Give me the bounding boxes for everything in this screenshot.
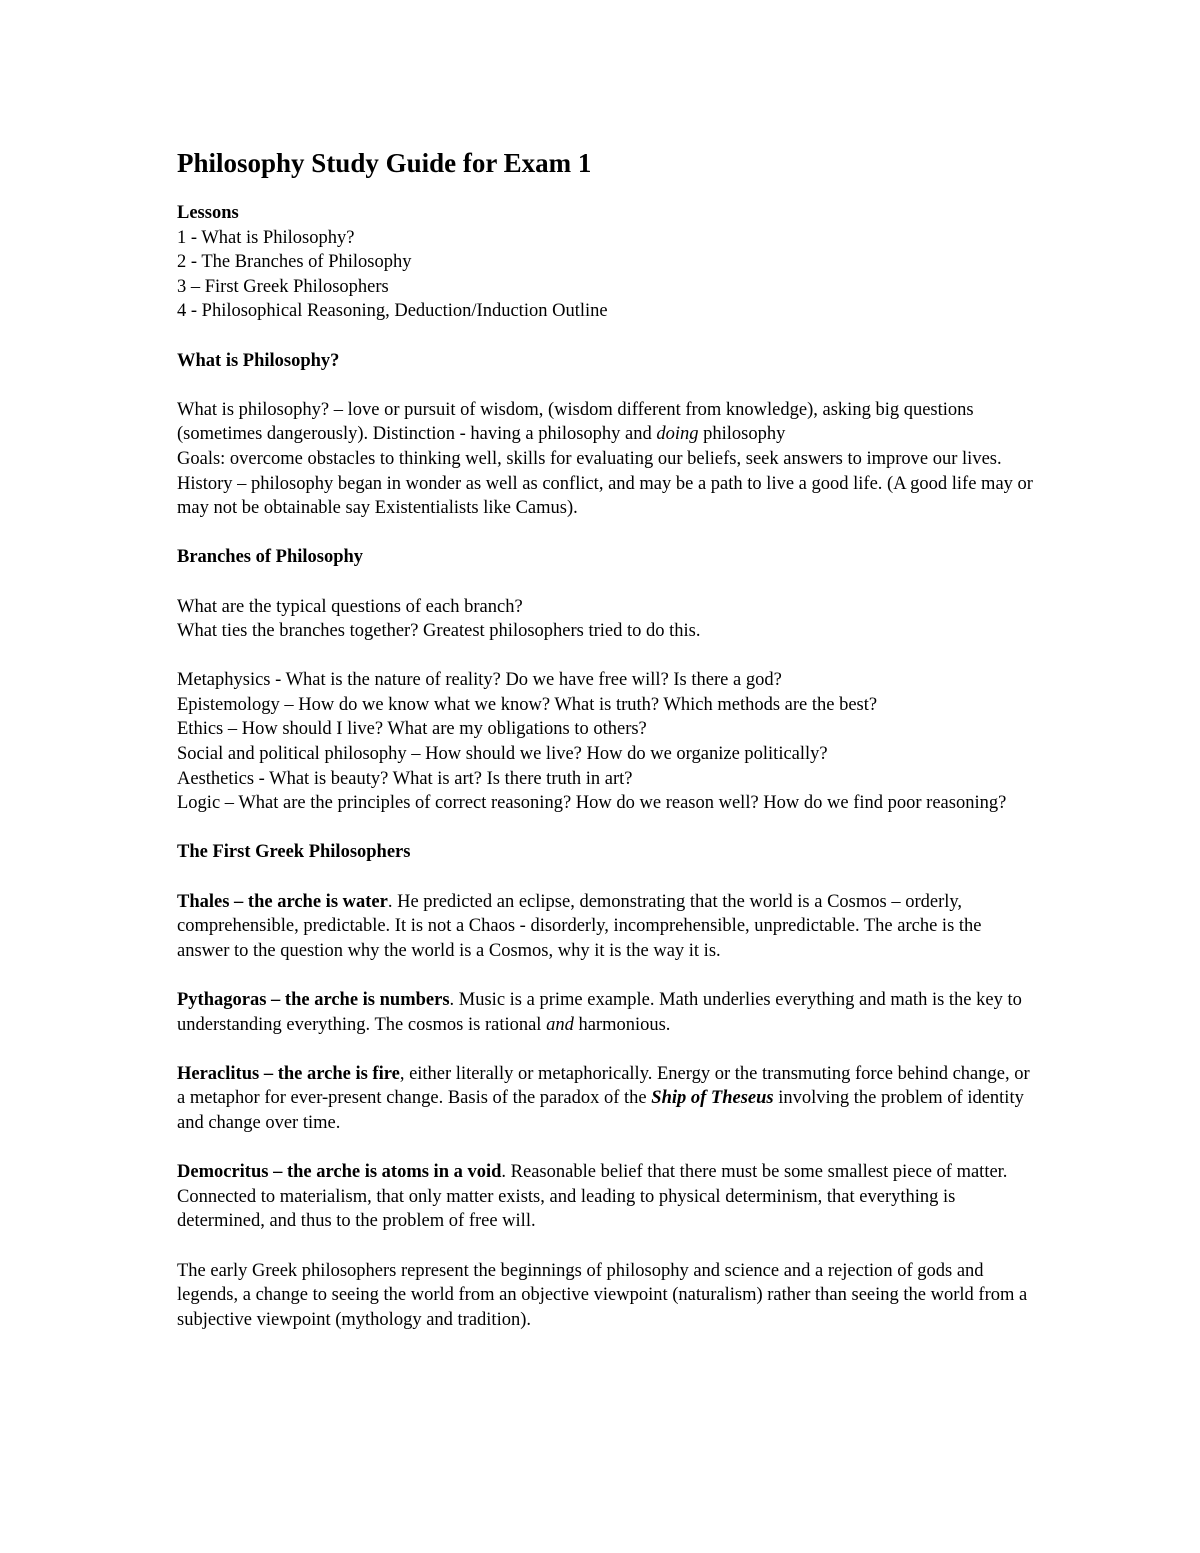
lesson-item: 4 - Philosophical Reasoning, Deduction/Induction Outline xyxy=(177,301,608,322)
paragraph-text: , either literally or metaphorically. Energy or the transmuting force behind change, or a metaphor for ever-present change. Basis of the paradox of the xyxy=(177,1063,1030,1109)
heraclitus-paragraph xyxy=(177,1062,1037,1136)
ship-of-theseus-term: Ship of Theseus xyxy=(651,1088,774,1109)
lesson-item: 1 - What is Philosophy? xyxy=(177,227,355,248)
emphasis-text: and xyxy=(546,1014,574,1035)
pythagoras-term: Pythagoras – the arche is numbers xyxy=(177,990,450,1010)
branch-item: Aesthetics - What is beauty? What is art? Is there truth in art? xyxy=(177,768,633,789)
emphasis-text: doing xyxy=(656,424,699,445)
branches-question: What are the typical questions of each branch? xyxy=(177,596,523,617)
paragraph-text: involving the problem of identity and change over time. xyxy=(177,1088,1024,1133)
document-page xyxy=(177,145,1037,1332)
democritus-term: Democritus – the arche is atoms in a void xyxy=(177,1162,502,1183)
paragraph-text: What is philosophy? – love or pursuit of wisdom, (wisdom different from knowledge), asking big questions (sometimes dangerously). Distinction - having a philosophy and xyxy=(177,399,974,445)
goals-paragraph: Goals: overcome obstacles to thinking well, skills for evaluating our beliefs, seek answers to improve our lives. History – philosophy began in wonder as well as conflict, and may be a path to live a good life. (A good life may or may not be obtainable say Existentialists like Camus). xyxy=(177,448,1033,519)
paragraph-text: philosophy xyxy=(698,424,786,445)
page-title: Philosophy Study Guide for Exam 1 xyxy=(177,148,592,178)
what-is-philosophy-paragraph xyxy=(177,398,1037,447)
branch-item: Logic – What are the principles of correct reasoning? How do we reason well? How do we find poor reasoning? xyxy=(177,793,1007,814)
paragraph-text: harmonious. xyxy=(573,1014,671,1035)
paragraph-text: . Music is a prime example. Math underlies everything and math is the key to understanding everything. The cosmos is rational xyxy=(177,990,1022,1035)
paragraph-text: . He predicted an eclipse, demonstrating that the world is a Cosmos – orderly, comprehensible, predictable. It is not a Chaos - disorderly, incomprehensible, unpredictable. The arche is the answer to the question why the world is a Cosmos, why it is the way it is. xyxy=(177,891,982,961)
pythagoras-paragraph xyxy=(177,988,1037,1037)
thales-term: Thales – the arche is water xyxy=(177,891,388,912)
branches-question: What ties the branches together? Greatest philosophers tried to do this. xyxy=(177,621,701,642)
paragraph-text: . Reasonable belief that there must be some smallest piece of matter. Connected to materialism, that only matter exists, and leading to physical determinism, that everything is determined, and thus to the problem of free will. xyxy=(177,1162,1008,1232)
branch-item: Epistemology – How do we know what we know? What is truth? Which methods are the best? xyxy=(177,694,878,715)
what-is-philosophy-heading: What is Philosophy? xyxy=(177,350,340,371)
greek-philosophers-heading: The First Greek Philosophers xyxy=(177,842,411,863)
branches-heading: Branches of Philosophy xyxy=(177,547,364,568)
lesson-item: 2 - The Branches of Philosophy xyxy=(177,252,412,273)
summary-paragraph: The early Greek philosophers represent the beginnings of philosophy and science and a rejection of gods and legends, a change to seeing the world from an objective viewpoint (naturalism) rather than seeing the world from a subjective viewpoint (mythology and tradition). xyxy=(177,1260,1028,1330)
branch-item: Metaphysics - What is the nature of reality? Do we have free will? Is there a god? xyxy=(177,670,782,691)
democritus-paragraph xyxy=(177,1160,1037,1234)
lesson-item: 3 – First Greek Philosophers xyxy=(177,276,389,297)
branch-item: Social and political philosophy – How should we live? How do we organize politically? xyxy=(177,744,828,765)
heraclitus-term: Heraclitus – the arche is fire xyxy=(177,1063,400,1084)
lessons-heading: Lessons xyxy=(177,203,239,223)
thales-paragraph xyxy=(177,890,1037,964)
branch-item: Ethics – How should I live? What are my obligations to others? xyxy=(177,719,647,740)
